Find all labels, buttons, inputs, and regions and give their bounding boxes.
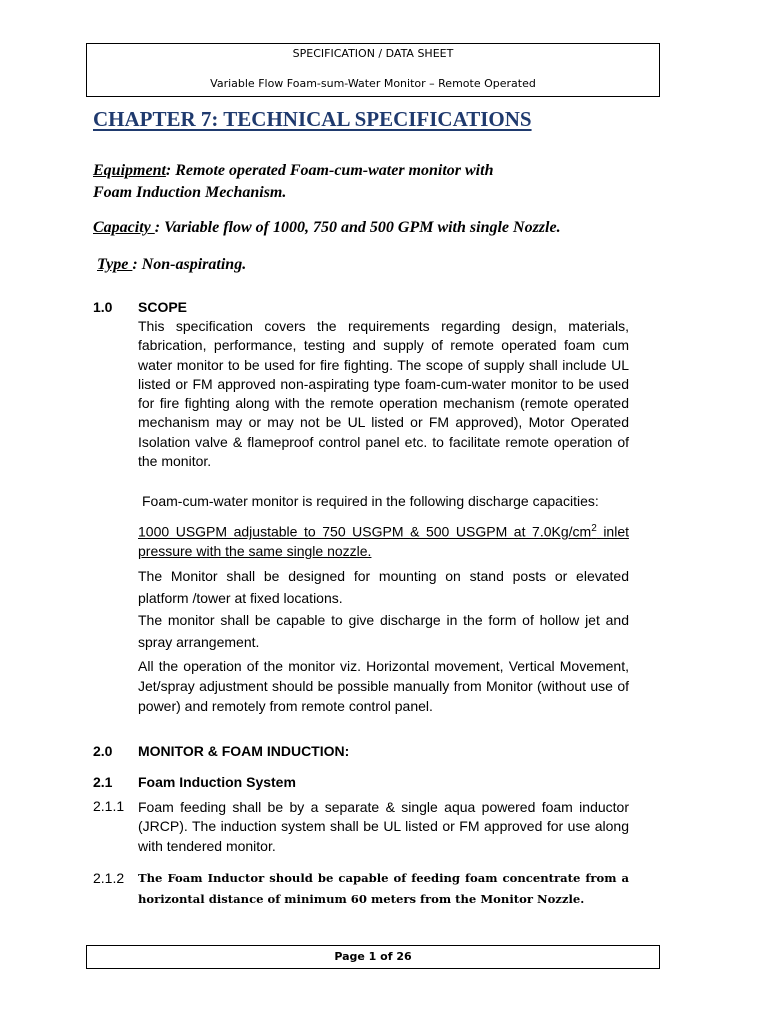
page-number: Page 1 of 26 [334, 950, 412, 963]
section-number: 1.0 [93, 299, 113, 315]
operation-paragraph: All the operation of the monitor viz. Horizontal movement, Vertical Movement, Jet/spray adjustment should be possible manually from Monitor (without use of power) and remotely from remote control panel. [138, 658, 629, 714]
scope-paragraph: This specification covers the requirements regarding design, materials, fabrication, performance, testing and supply of remote operated foam cum water monitor to be used for fire fighting. The scope of supply shall include UL listed or FM approved non-aspirating type foam-cum-water monitor to be used for fire fighting along with the remote operation mechanism (remote operated mechanism may or may not be UL listed or FM approved), Motor Operated Isolation valve & flameproof control panel etc. to facilitate remote operation of the monitor. [138, 318, 629, 470]
equipment-text: : Remote operated Foam-cum-water monitor with [165, 162, 494, 179]
capacities-detail-text: 1000 USGPM adjustable to 750 USGPM & 500 USGPM at 7.0Kg/cm [138, 523, 592, 540]
item-text: Foam feeding shall be by a separate & single aqua powered foam inductor (JRCP). The induction system shall be UL listed or FM approved for use along with tendered monitor. [138, 799, 629, 854]
capacity-label: Capacity [93, 219, 155, 236]
capacities-detail [138, 519, 629, 561]
type-label: Type [97, 256, 133, 273]
section-title: MONITOR & FOAM INDUCTION: [138, 743, 350, 759]
section-number: 2.0 [93, 743, 113, 759]
item-number: 2.1.2 [93, 870, 125, 886]
equipment-block [93, 160, 493, 204]
capacity-block [93, 219, 561, 237]
type-text: : Non-aspirating. [132, 256, 247, 273]
page-footer [86, 945, 660, 969]
type-block [97, 256, 246, 274]
superscript: 2 [591, 523, 597, 534]
item-number: 2.1.1 [93, 798, 125, 814]
header-title: SPECIFICATION / DATA SHEET [292, 47, 454, 60]
equipment-text-2: Foam Induction Mechanism. [93, 184, 287, 201]
discharge-paragraph: The monitor shall be capable to give discharge in the form of hollow jet and spray arrangement. [138, 612, 629, 650]
item-text: The Foam Inductor should be capable of feeding foam concentrate from a horizontal distance of minimum 60 meters from the Monitor Nozzle. [138, 871, 629, 906]
chapter-title: CHAPTER 7: TECHNICAL SPECIFICATIONS [93, 107, 532, 131]
capacities-intro: Foam-cum-water monitor is required in the following discharge capacities: [142, 493, 599, 509]
subsection-title: Foam Induction System [138, 774, 296, 790]
header-box [86, 43, 660, 97]
subsection-number: 2.1 [93, 774, 113, 790]
equipment-label: Equipment [93, 162, 166, 179]
header-subtitle: Variable Flow Foam-sum-Water Monitor – Remote Operated [210, 77, 536, 90]
mounting-paragraph: The Monitor shall be designed for mounting on stand posts or elevated platform /tower at fixed locations. [138, 568, 629, 606]
capacities-detail-text-2: inlet pressure with the same single nozzle. [138, 523, 629, 559]
section-title: SCOPE [138, 299, 188, 315]
capacity-text: : Variable flow of 1000, 750 and 500 GPM with single Nozzle. [154, 219, 561, 236]
